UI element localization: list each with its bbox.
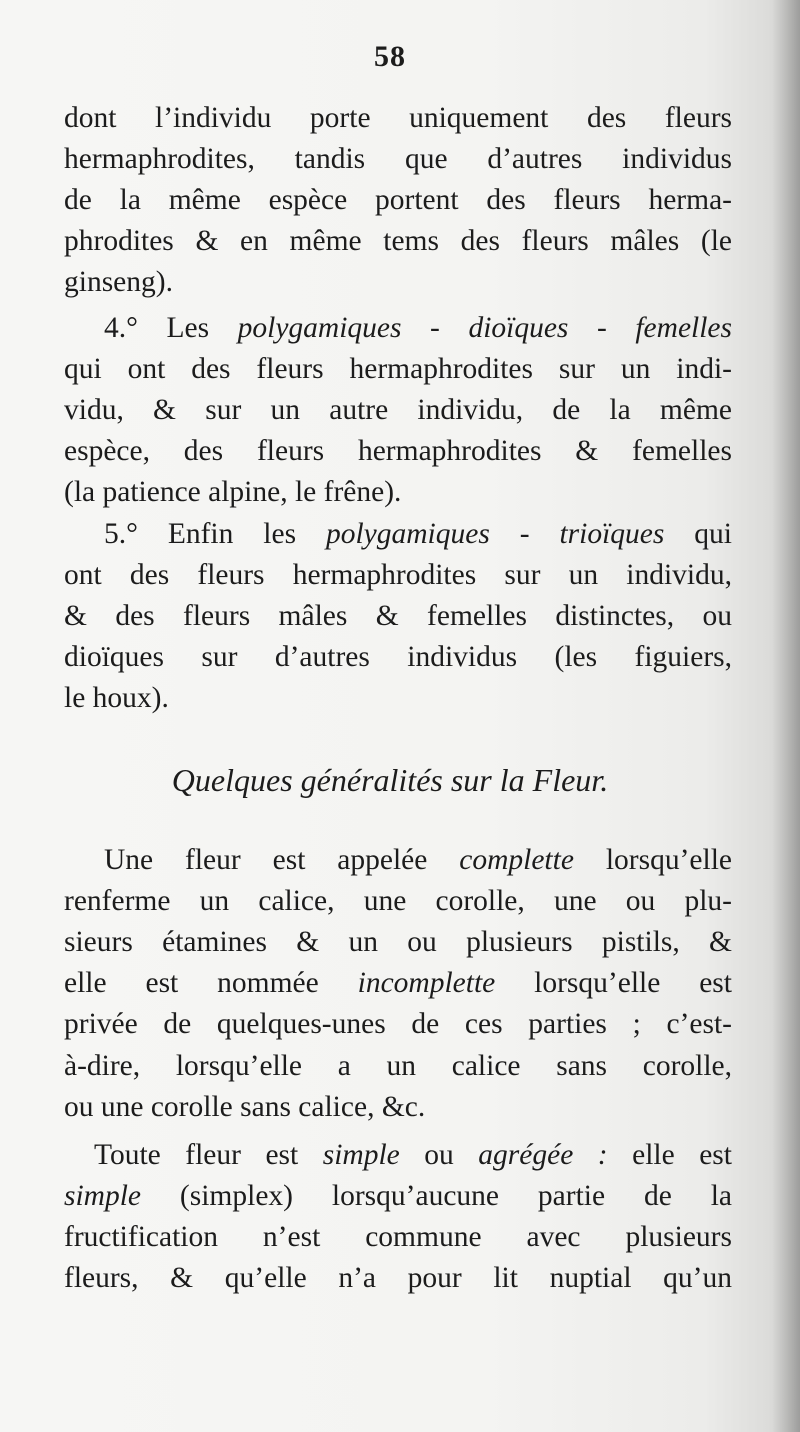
page-number: 58: [374, 40, 406, 73]
text-line: de la même espèce portent des fleurs herma-: [64, 184, 732, 216]
text-line: fructification n’est commune avec plusieurs: [64, 1221, 732, 1253]
text-line: phrodites & en même tems des fleurs mâles (le: [64, 225, 732, 257]
section-heading: Quelques généralités sur la Fleur.: [171, 762, 609, 798]
paragraph-2-line: [64, 1135, 732, 1175]
term-simple: simple: [64, 1180, 142, 1212]
text-line: fleurs, & qu’elle n’a pour lit nuptial qu’un: [64, 1262, 732, 1294]
text-span: lorsqu’elle: [573, 844, 732, 876]
paragraph-1-line: [64, 963, 732, 1003]
text-span: ou: [399, 1139, 479, 1171]
term-complette: complette: [459, 844, 574, 876]
text-line: ont des fleurs hermaphrodites sur un individu,: [64, 559, 732, 591]
text-span: Toute fleur est: [94, 1139, 323, 1171]
paragraph-1-line: [64, 840, 732, 880]
text-line: espèce, des fleurs hermaphrodites & femelles: [64, 435, 732, 467]
item-5-first-line: [64, 514, 732, 554]
text-line: renferme un calice, une corolle, une ou plu-: [64, 885, 732, 917]
item-5-term: polygamiques - trioïques: [325, 518, 665, 550]
text-line: & des fleurs mâles & femelles distinctes, ou: [64, 600, 732, 632]
item-5-prefix: 5.° Enfin les: [104, 518, 326, 550]
item-4-first-line: [64, 308, 732, 348]
text-span: lorsqu’elle est: [495, 967, 732, 999]
item-5-suffix: qui: [664, 518, 732, 550]
text-line: dont l’individu porte uniquement des fleurs: [64, 102, 732, 134]
text-span: (simplex) lorsqu’aucune partie de la: [141, 1180, 732, 1212]
text-span: Une fleur est appelée: [104, 844, 460, 876]
text-line: qui ont des fleurs hermaphrodites sur un indi-: [64, 353, 732, 385]
page-gutter-shadow: [772, 0, 800, 1432]
item-4-prefix: 4.° Les: [104, 312, 238, 344]
term-agregee: agrégée :: [478, 1139, 608, 1171]
text-span: elle est: [607, 1139, 732, 1171]
text-line: ginseng).: [64, 266, 173, 298]
term-incomplette: incomplette: [357, 967, 496, 999]
text-line: ou une corolle sans calice, &c.: [64, 1091, 426, 1123]
paragraph-2-line: [64, 1176, 732, 1216]
text-line: vidu, & sur un autre individu, de la même: [64, 394, 732, 426]
text-line: hermaphrodites, tandis que d’autres individus: [64, 143, 732, 175]
text-line: sieurs étamines & un ou plusieurs pistils, &: [64, 926, 732, 958]
text-line: à-dire, lorsqu’elle a un calice sans corolle,: [64, 1050, 732, 1082]
text-line: dioïques sur d’autres individus (les figuiers,: [64, 641, 732, 673]
text-line: le houx).: [64, 682, 169, 714]
text-line: (la patience alpine, le frêne).: [64, 476, 402, 508]
text-line: privée de quelques-unes de ces parties ; c’est-: [64, 1008, 732, 1040]
item-4-term: polygamiques - dioïques - femelles: [237, 312, 732, 344]
text-span: elle est nommée: [64, 967, 358, 999]
term-simple: simple: [322, 1139, 400, 1171]
